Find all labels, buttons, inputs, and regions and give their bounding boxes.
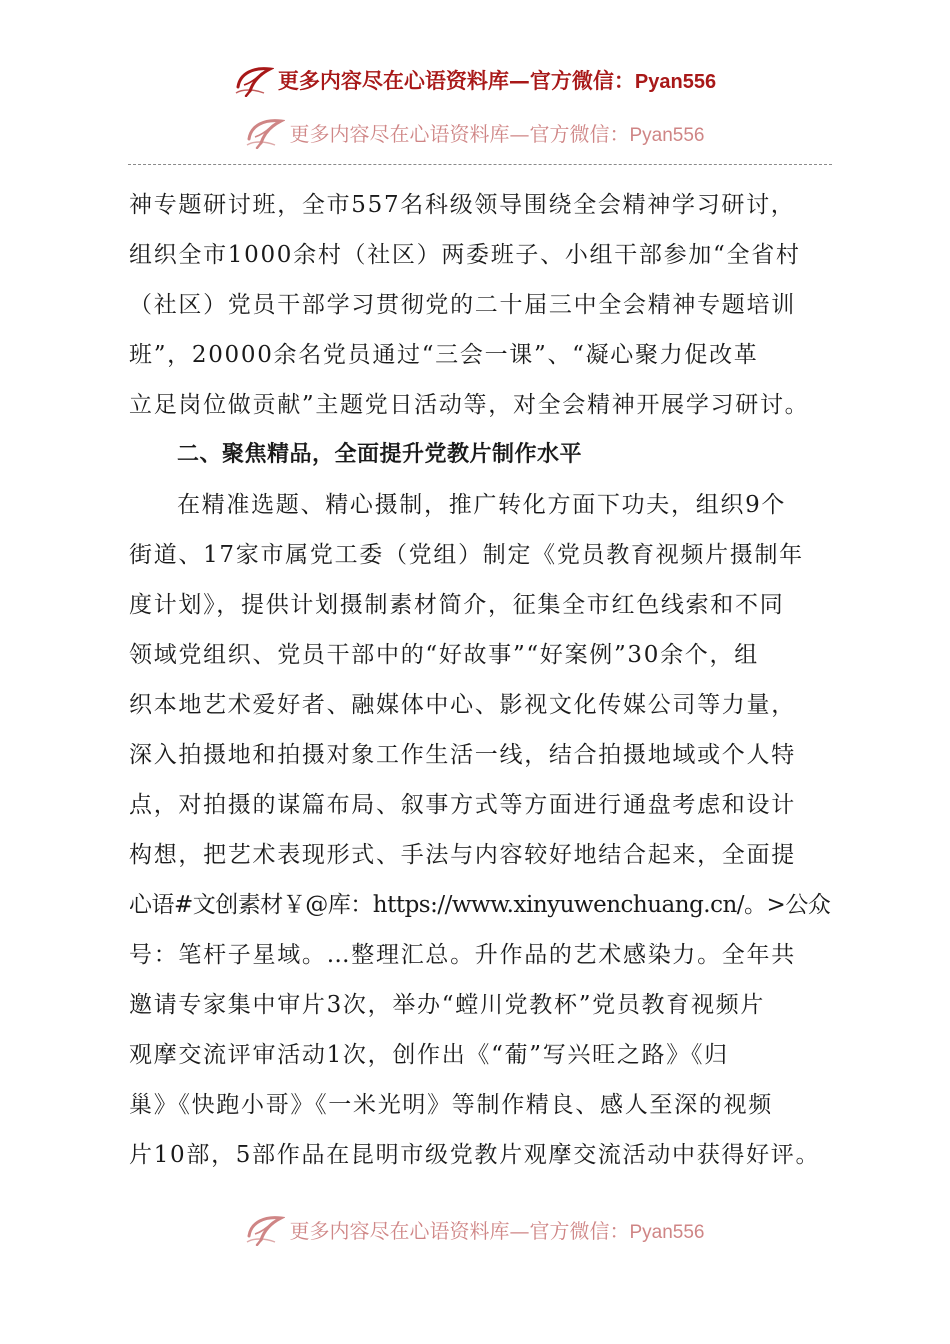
text-line: 巢》《快跑小哥》《一米光明》等制作精良、感人至深的视频 bbox=[129, 1092, 773, 1118]
paragraph-1 bbox=[129, 180, 837, 430]
text-line: 片10部，5部作品在昆明市级党教片观摩交流活动中获得好评。 bbox=[129, 1142, 821, 1168]
document-body bbox=[129, 180, 837, 1180]
text-line: 构想，把艺术表现形式、手法与内容较好地结合起来，全面提 bbox=[129, 842, 796, 868]
text-line: 邀请专家集中审片3次，举办“螳川党教杯”党员教育视频片 bbox=[129, 992, 766, 1018]
banner-handle: Pyan556 bbox=[629, 124, 705, 146]
banner-handle: Pyan556 bbox=[634, 71, 717, 93]
banner-handle: Pyan556 bbox=[629, 1221, 705, 1243]
footer-banner bbox=[0, 1207, 950, 1251]
banner-label: 更多内容尽在心语资料库—官方微信： bbox=[289, 1218, 630, 1243]
text-line: 班”，20000余名党员通过“三会一课”、“凝心聚力促改革 bbox=[129, 342, 759, 368]
text-line: 度计划》，提供计划摄制素材简介，征集全市红色线索和不同 bbox=[129, 592, 785, 618]
text-line: 组织全市1000余村（社区）两委班子、小组干部参加“全省村 bbox=[129, 242, 801, 268]
text-line: 立足岗位做贡献”主题党日活动等，对全会精神开展学习研讨。 bbox=[129, 392, 810, 418]
header-banner-watermark bbox=[0, 112, 950, 152]
text-line: 深入拍摄地和拍摄对象工作生活一线，结合拍摄地域或个人特 bbox=[129, 742, 796, 768]
quill-pen-logo-icon bbox=[245, 1212, 285, 1246]
header-banner bbox=[0, 58, 950, 102]
text-line: 在精准选题、精心摄制，推广转化方面下功夫，组织9个 bbox=[177, 492, 787, 518]
text-line: 神专题研讨班，全市557名科级领导围绕全会精神学习研讨， bbox=[129, 192, 796, 218]
text-line: 观摩交流评审活动1次，创作出《“葡”写兴旺之路》《归 bbox=[129, 1042, 729, 1068]
section-heading: 二、聚焦精品，全面提升党教片制作水平 bbox=[177, 442, 583, 467]
text-line: 点，对拍摄的谋篇布局、叙事方式等方面进行通盘考虑和设计 bbox=[129, 792, 796, 818]
banner-label: 更多内容尽在心语资料库—官方微信： bbox=[277, 68, 635, 93]
paragraph-2 bbox=[129, 480, 837, 1180]
text-line: 领域党组织、党员干部中的“好故事”“好案例”30余个，组 bbox=[129, 642, 759, 668]
text-line: 心语#文创素材￥@库：https://www.xinyuwenchuang.cn/。>公众 bbox=[129, 892, 831, 918]
text-line: 织本地艺术爱好者、融媒体中心、影视文化传媒公司等力量， bbox=[129, 692, 796, 718]
text-line: （社区）党员干部学习贯彻党的二十届三中全会精神专题培训 bbox=[129, 292, 796, 318]
quill-pen-logo-icon bbox=[234, 63, 274, 97]
banner-label: 更多内容尽在心语资料库—官方微信： bbox=[289, 121, 630, 146]
quill-pen-logo-icon bbox=[245, 115, 285, 149]
header-divider bbox=[128, 164, 832, 165]
text-line: 街道、17家市属党工委（党组）制定《党员教育视频片摄制年 bbox=[129, 542, 804, 568]
banner-text bbox=[289, 1215, 704, 1244]
banner-text bbox=[278, 65, 716, 95]
text-line: 号：笔杆子星域。…整理汇总。升作品的艺术感染力。全年共 bbox=[129, 942, 796, 968]
banner-text bbox=[289, 118, 704, 147]
